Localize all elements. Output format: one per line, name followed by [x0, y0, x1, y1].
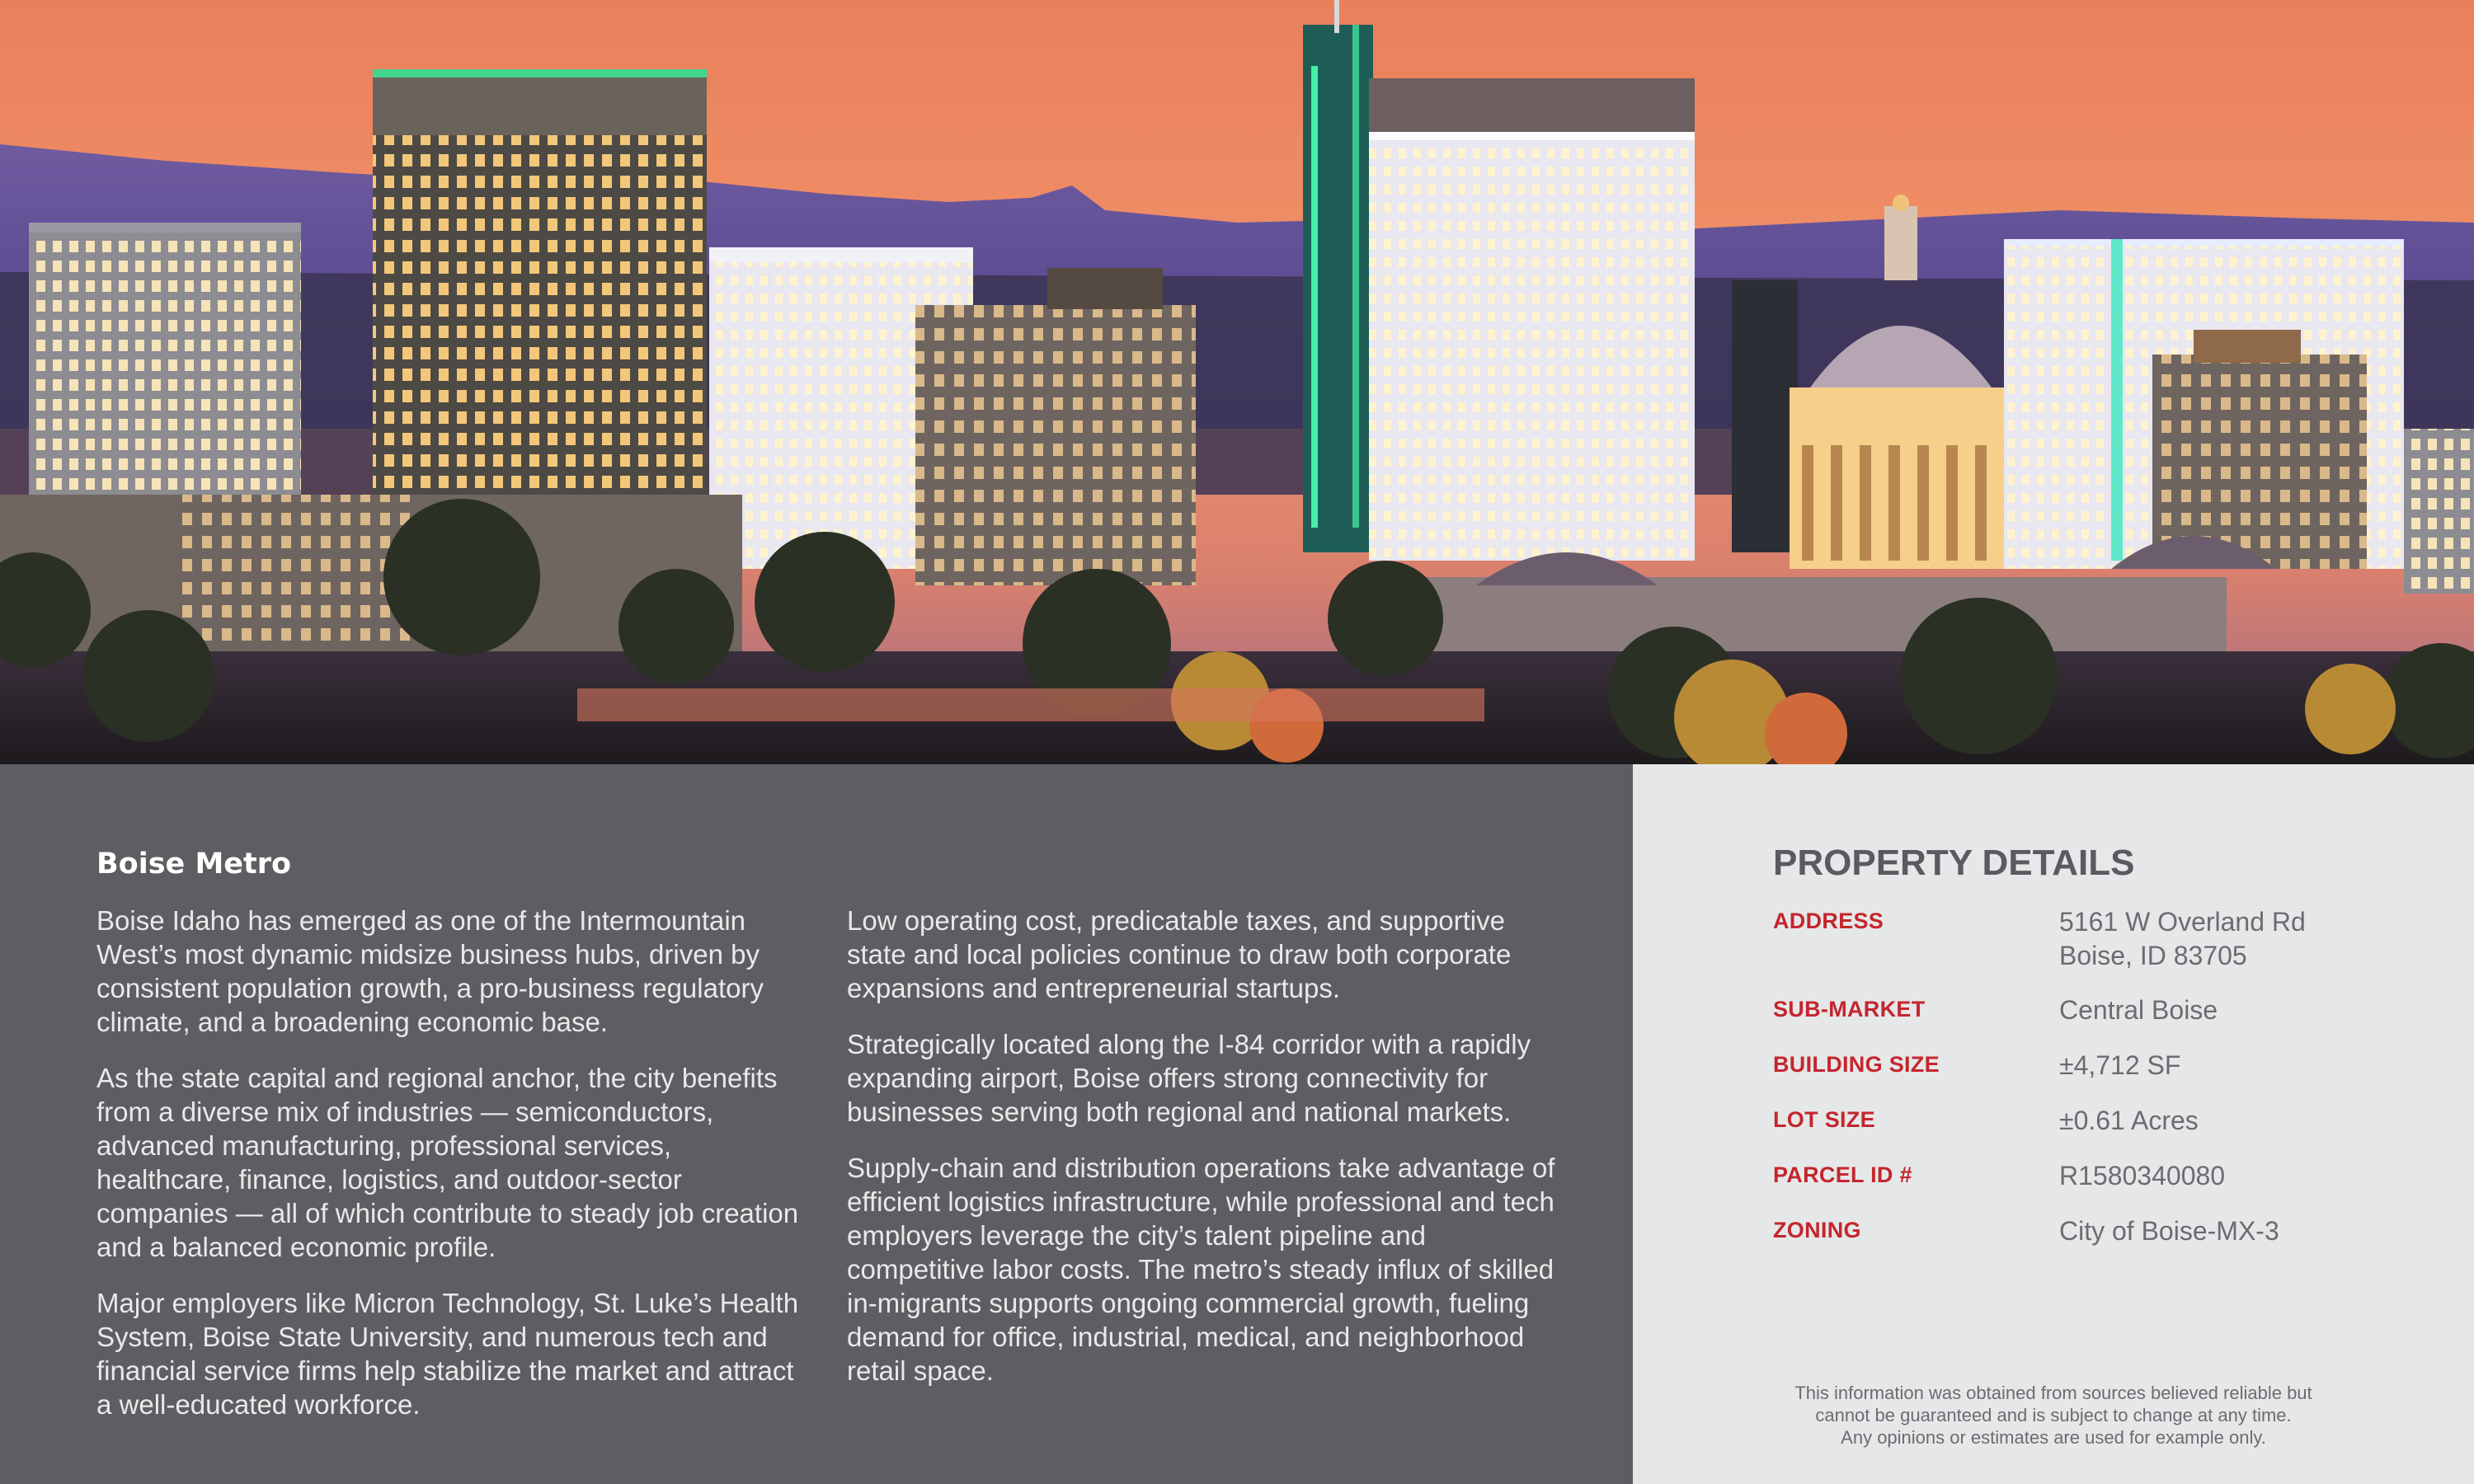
metro-title: Boise Metro — [96, 848, 292, 881]
disclaimer-line: This information was obtained from sources believed reliable but — [1794, 1383, 2312, 1403]
detail-label: SUB-MARKET — [1773, 997, 1926, 1021]
metro-column-1 — [96, 904, 806, 1444]
property-details-title: PROPERTY DETAILS — [1773, 843, 2135, 883]
metro-paragraph: As the state capital and regional anchor, the city benefits from a diverse mix of industries — semiconductors, advanced manufacturing, professional services, healthcare, finance, logistics, and outdoor-sector companies — all of which contribute to steady job creation and a balanced economic profile. — [96, 1063, 799, 1262]
detail-value: R1580340080 — [2059, 1161, 2226, 1190]
disclaimer — [1748, 1382, 2359, 1449]
metro-paragraph: Low operating cost, predicatable taxes, and supportive state and local policies continue to draw both corporate expansions and entrepreneurial startups. — [847, 905, 1512, 1003]
detail-label: BUILDING SIZE — [1773, 1052, 1940, 1077]
detail-label: ADDRESS — [1773, 909, 1884, 933]
detail-value: ±0.61 Acres — [2059, 1106, 2199, 1135]
metro-column-2 — [847, 904, 1556, 1410]
metro-paragraph: Boise Idaho has emerged as one of the Intermountain West’s most dynamic midsize business hubs, driven by consistent population growth, a pro-business regulatory climate, and a broadening economic base. — [96, 905, 764, 1037]
metro-paragraph: Supply-chain and distribution operations take advantage of efficient logistics infrastructure, while professional and tech employers leverage the city’s talent pipeline and competitive labor costs. The metro’s steady influx of skilled in-migrants supports ongoing commercial growth, fueling demand for office, industrial, medical, and neighborhood retail space. — [847, 1153, 1555, 1386]
metro-paragraph: Strategically located along the I-84 corridor with a rapidly expanding airport, Boise offers strong connectivity for businesses serving both regional and national markets. — [847, 1029, 1531, 1127]
detail-value: ±4,712 SF — [2059, 1050, 2181, 1080]
metro-paragraph: Major employers like Micron Technology, St. Luke’s Health System, Boise State University, and numerous tech and financial service firms help stabilize the market and attract a well-educated workforce. — [96, 1288, 799, 1420]
detail-label: LOT SIZE — [1773, 1107, 1875, 1132]
detail-value: City of Boise-MX-3 — [2059, 1216, 2279, 1246]
detail-value: Central Boise — [2059, 995, 2218, 1025]
disclaimer-line: Any opinions or estimates are used for example only. — [1841, 1427, 2266, 1448]
disclaimer-line: cannot be guaranteed and is subject to change at any time. — [1815, 1405, 2292, 1425]
detail-label: ZONING — [1773, 1218, 1861, 1242]
detail-value — [2059, 905, 2306, 973]
address-line-1: 5161 W Overland Rd — [2059, 907, 2306, 937]
address-line-2: Boise, ID 83705 — [2059, 941, 2247, 970]
detail-label: PARCEL ID # — [1773, 1162, 1912, 1187]
